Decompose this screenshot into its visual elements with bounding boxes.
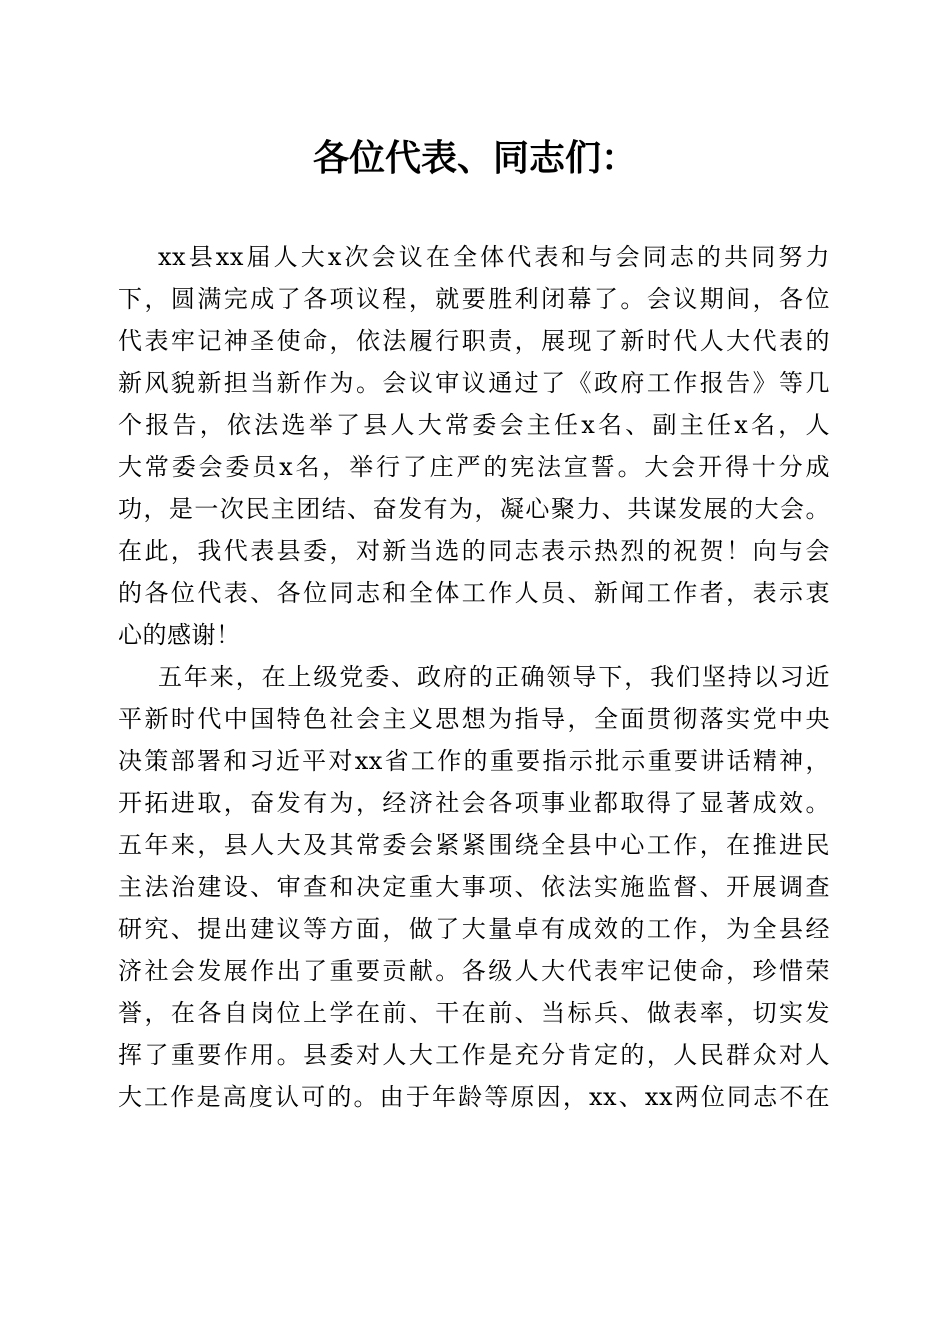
text-line: 的各位代表、各位同志和全体工作人员、新闻工作者，表示衷 xyxy=(118,579,830,607)
text-line: 主法治建设、审查和决定重大事项、依法实施监督、开展调查 xyxy=(118,873,830,901)
text-line: 代表牢记神圣使命，依法履行职责，展现了新时代人大代表的 xyxy=(118,327,830,355)
page-title: 各位代表、同志们： xyxy=(312,137,637,179)
text-line: 挥了重要作用。县委对人大工作是充分肯定的，人民群众对人 xyxy=(118,1041,830,1069)
text-line: 平新时代中国特色社会主义思想为指导，全面贯彻落实党中央 xyxy=(118,705,830,733)
text-line: 研究、提出建议等方面，做了大量卓有成效的工作，为全县经 xyxy=(118,915,830,943)
text-line: 在此，我代表县委，对新当选的同志表示热烈的祝贺！向与会 xyxy=(118,537,830,565)
text-line: 五年来，在上级党委、政府的正确领导下，我们坚持以习近 xyxy=(158,663,830,691)
paragraph-1 xyxy=(118,236,830,656)
text-line: 誉，在各自岗位上学在前、干在前、当标兵、做表率，切实发 xyxy=(118,999,830,1027)
text-line: 五年来，县人大及其常委会紧紧围绕全县中心工作，在推进民 xyxy=(118,831,830,859)
text-line: 心的感谢！ xyxy=(118,621,241,649)
text-line: 开拓进取，奋发有为，经济社会各项事业都取得了显著成效。 xyxy=(118,789,830,817)
text-line: 个报告，依法选举了县人大常委会主任x名、副主任x名，人 xyxy=(118,411,830,439)
text-line: 济社会发展作出了重要贡献。各级人大代表牢记使命，珍惜荣 xyxy=(118,957,830,985)
text-line: 功，是一次民主团结、奋发有为，凝心聚力、共谋发展的大会。 xyxy=(118,495,830,523)
text-line: 大常委会委员x名，举行了庄严的宪法宣誓。大会开得十分成 xyxy=(118,453,830,481)
paragraph-2 xyxy=(118,656,830,1118)
text-line: xx县xx届人大x次会议在全体代表和与会同志的共同努力 xyxy=(158,243,830,271)
text-line: 大工作是高度认可的。由于年龄等原因，xx、xx两位同志不在 xyxy=(118,1083,830,1111)
text-line: 决策部署和习近平对xx省工作的重要指示批示重要讲话精神， xyxy=(118,747,830,775)
document-body xyxy=(118,236,830,1118)
text-line: 下，圆满完成了各项议程，就要胜利闭幕了。会议期间，各位 xyxy=(118,285,830,313)
text-line: 新风貌新担当新作为。会议审议通过了《政府工作报告》等几 xyxy=(118,369,830,397)
